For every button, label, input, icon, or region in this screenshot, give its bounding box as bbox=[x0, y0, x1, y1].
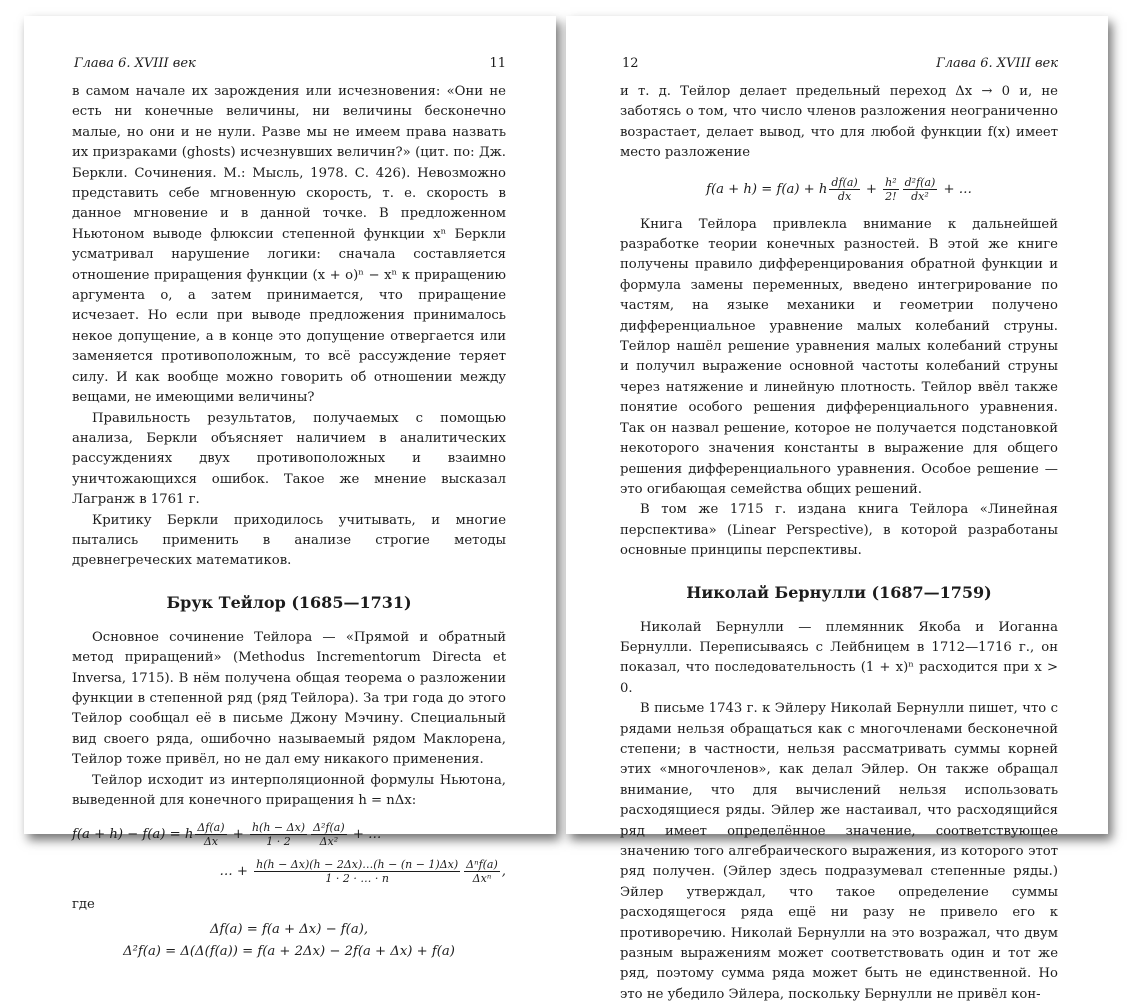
paragraph: Книга Тейлора привлекла внимание к дальнейшей разработке теории конечных разностей. В этой же книге получены правило дифференцирования обратной функции и формула замены переменных, введено интегрирование по частям, на языке механики и геометрии получено дифференциальное уравнение малых колебаний струны. Тейлор нашёл решение уравнения малых колебаний струны и получил выражение основной частоты колебаний струны через натяжение и линейную плотность. Тейлор ввёл также понятие особого решения дифференциального уравнения. Так он назвал решение, которое не получается подстановкой некоторого значения константы в выражение для общего решения дифференциального уравнения. Особое решение — это огибающая семейства общих решений. bbox=[620, 216, 1058, 497]
taylor-series-formula: f(a + h) = f(a) + h $\frac{df(a)}{dx}$ + $\frac{\text{h²}}{2!}$ $\frac{\text{d²f(a)}}{\text{dx²}}$ + … bbox=[706, 175, 972, 203]
where-label: где bbox=[72, 897, 95, 913]
fraction: $\frac{\text{d²f(a)}}{\text{dx²}}$ bbox=[904, 175, 936, 203]
paragraph: и т. д. Тейлор делает предельный переход Δx → 0 и, не заботясь о том, что число членов разложения неограниченно возрастает, делает вывод, что для любой функции f(x) имеет место разложение bbox=[620, 84, 1058, 161]
section-heading-bernoulli: Николай Бернулли (1687—1759) bbox=[686, 582, 992, 602]
fraction: $\frac{\text{h²}}{2!}$ bbox=[885, 175, 897, 203]
chapter-title: Глава 6. XVIII век bbox=[74, 56, 196, 71]
left-body bbox=[72, 82, 506, 965]
fraction: $\frac{\Delta f(a)}{\Delta x}$ bbox=[197, 821, 225, 849]
page-number: 12 bbox=[622, 56, 639, 71]
delta-formula-1: Δf(a) = f(a + Δx) − f(a), bbox=[209, 921, 369, 937]
right-running-header bbox=[620, 56, 1058, 78]
right-body bbox=[620, 82, 1058, 1005]
delta-formula-2: Δ²f(a) = Δ(Δ(f(a)) = f(a + 2Δx) − 2f(a + Δx) + f(a) bbox=[123, 944, 455, 960]
fraction: $\frac{h(h - \Delta x)(h - 2\Delta x)\dots(h - (n - 1)\Delta x)}{1 \cdot 2 \cdot \dots \cdot n}$ bbox=[256, 858, 459, 886]
fraction: $\frac{h(h - \Delta x)}{1 \cdot 2}$ bbox=[251, 821, 306, 849]
page-number: 11 bbox=[489, 56, 506, 71]
paragraph: В том же 1715 г. издана книга Тейлора «Линейная перспектива» (Linear Perspective), в которой разработаны основные принципы перспективы. bbox=[620, 502, 1058, 559]
paragraph: Основное сочинение Тейлора — «Прямой и обратный метод приращений» (Methodus Incrementorum Directa et Inversa, 1715). В нём получена общая теорема о разложении функции в степенной ряд (ряд Тейлора). За три года до этого Тейлор сообщал её в письме Джону Мэчину. Специальный вид своего ряда, ошибочно называемый рядом Маклорена, Тейлор тоже привёл, но не дал ему никакого применения. bbox=[72, 629, 506, 768]
left-running-header bbox=[72, 56, 506, 78]
newton-formula-line2: … + $\frac{h(h - \Delta x)(h - 2\Delta x)\dots(h - (n - 1)\Delta x)}{1 \cdot 2 \cdot \dots \cdot n}$ Δⁿf(a) Δxⁿ , bbox=[219, 858, 506, 886]
fraction: Δⁿf(a) Δxⁿ bbox=[466, 858, 498, 886]
left-page bbox=[24, 16, 556, 960]
right-page bbox=[566, 16, 1108, 1002]
fraction: $\frac{\text{Δ²f(a)}}{\text{Δx²}}$ bbox=[313, 821, 345, 849]
paragraph: в самом начале их зарождения или исчезновения: «Они не есть ни конечные величины, ни величины бесконечно малые, но они и не нули. Разве мы не имеем права назвать их призраками (ghosts) исчезнувших величин?» (цит. по: Дж. Беркли. Сочинения. М.: Мысль, 1978. С. 426). Невозможно представить себе мгновенную скорость, т. е. скорость в данное мгновение и в данной точке. В предложенном Ньютоном выводе флюксии степенной функции xⁿ Беркли усматривал нарушение логики: сначала составляется отношение приращения функции (x + o)ⁿ − xⁿ к приращению аргумента o, а затем принимается, что приращение исчезает. Но если при выводе предложения принималось некое допущение, а в конце это допущение отвергается или заменяется противоположным, то всё рассуждение теряет силу. И как вообще можно говорить об отношении между вещами, не имеющими величины? bbox=[72, 84, 506, 406]
paragraph: Критику Беркли приходилось учитывать, и многие пытались применить в анализе строгие методы древнегреческих математиков. bbox=[72, 512, 506, 569]
paragraph: Правильность результатов, получаемых с помощью анализа, Беркли объясняет наличием в аналитических рассуждениях двух противоположных и взаимно уничтожающихся ошибок. Такое же мнение высказал Лагранж в 1761 г. bbox=[72, 410, 506, 508]
paragraph: Николай Бернулли — племянник Якоба и Иоганна Бернулли. Переписываясь с Лейбницем в 1712—1716 г., он показал, что последовательность (1 + x)ⁿ расходится при x > 0. bbox=[620, 619, 1058, 696]
section-heading-taylor: Брук Тейлор (1685—1731) bbox=[166, 592, 412, 612]
fraction: $\frac{df(a)}{dx}$ bbox=[831, 175, 858, 203]
paragraph: Тейлор исходит из интерполяционной формулы Ньютона, выведенной для конечного приращения h = nΔx: bbox=[72, 772, 506, 808]
newton-formula-line1: f(a + h) − f(a) = h $\frac{\Delta f(a)}{\Delta x}$ + $\frac{h(h - \Delta x)}{1 \cdot 2}$ $\frac{\text{Δ²f(a)}}{\text{Δx²}}$ + … bbox=[72, 821, 382, 849]
paragraph: В письме 1743 г. к Эйлеру Николай Бернулли пишет, что с рядами нельзя обращаться как с многочленами бесконечной степени; в частности, нельзя рассматривать суммы корней этих «многочленов», как делал Эйлер. Он также обращал внимание, что для вычислений нельзя использовать расходящиеся ряды. Эйлер же настаивал, что расходящийся ряд имеет определённое значение, соответствующее значению того алгебраического выражения, из которого этот ряд получен. (Эйлер здесь подразумевал степенные ряды.) Эйлер утверждал, что такое определение суммы расходящегося ряда ещё ни разу не привело его к противоречию. Николай Бернулли на это возражал, что двум разным выражениям может соответствовать один и тот же ряд, поэтому сумма ряда может быть не единственной. Но это не убедило Эйлера, поскольку Бернулли не привёл кон- bbox=[620, 701, 1058, 1002]
chapter-title: Глава 6. XVIII век bbox=[936, 56, 1058, 71]
